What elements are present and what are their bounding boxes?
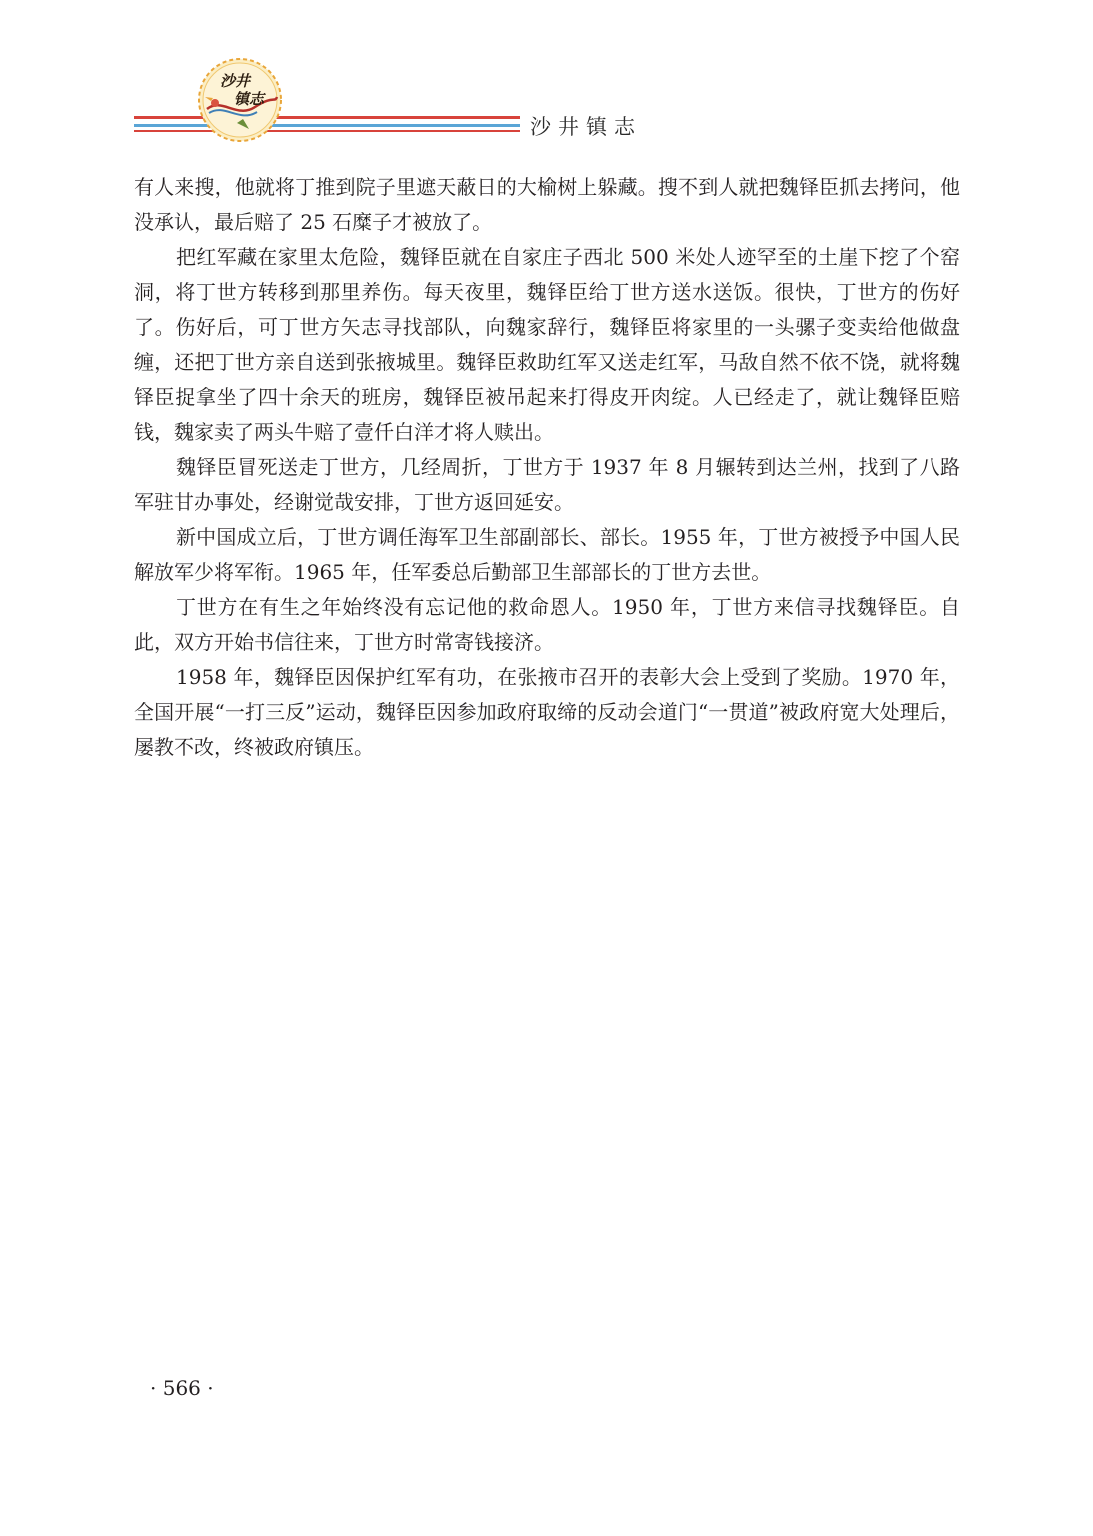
paragraph: 魏铎臣冒死送走丁世方，几经周折，丁世方于 1937 年 8 月辗转到达兰州，找到了八路军驻甘办事处，经谢觉哉安排，丁世方返回延安。: [134, 455, 960, 514]
paragraph: 有人来搜，他就将丁推到院子里遮天蔽日的大榆树上躲藏。搜不到人就把魏铎臣抓去拷问，他没承认，最后赔了 25 石糜子才被放了。: [134, 175, 960, 234]
paragraph: 新中国成立后，丁世方调任海军卫生部副部长、部长。1955 年，丁世方被授予中国人民解放军少将军衔。1965 年，任军委总后勤部卫生部部长的丁世方去世。: [134, 525, 960, 584]
header-rule-blue: [134, 124, 520, 127]
paragraph: 把红军藏在家里太危险，魏铎臣就在自家庄子西北 500 米处人迹罕至的土崖下挖了个窑洞，将丁世方转移到那里养伤。每天夜里，魏铎臣给丁世方送水送饭。很快，丁世方的伤好了。伤好后，可丁世方矢志寻找部队，向魏家辞行，魏铎臣将家里的一头骡子变卖给他做盘缠，还把丁世方亲自送到张掖城里。魏铎臣救助红军又送走红军，马敌自然不依不饶，就将魏铎臣捉拿坐了四十余天的班房，魏铎臣被吊起来打得皮开肉绽。人已经走了，就让魏铎臣赔钱，魏家卖了两头牛赔了壹仟白洋才将人赎出。: [134, 245, 960, 444]
logo-text-line2: 镇志: [234, 90, 265, 108]
page-number: · 566 ·: [150, 1376, 214, 1400]
body-text: [134, 170, 960, 765]
page-header: [0, 0, 1093, 150]
running-title: 沙井镇志: [530, 115, 642, 139]
paragraph: 1958 年，魏铎臣因保护红军有功，在张掖市召开的表彰大会上受到了奖励。1970 年，全国开展“一打三反”运动，魏铎臣因参加政府取缔的反动会道门“一贯道”被政府宽大处理后，屡教不改，终被政府镇压。: [134, 665, 960, 759]
logo-text-line1: 沙井: [220, 72, 251, 90]
header-rule-red-thin: [134, 130, 520, 132]
header-rule-red: [134, 116, 520, 119]
paragraph: 丁世方在有生之年始终没有忘记他的救命恩人。1950 年，丁世方来信寻找魏铎臣。自此，双方开始书信往来，丁世方时常寄钱接济。: [134, 595, 960, 654]
